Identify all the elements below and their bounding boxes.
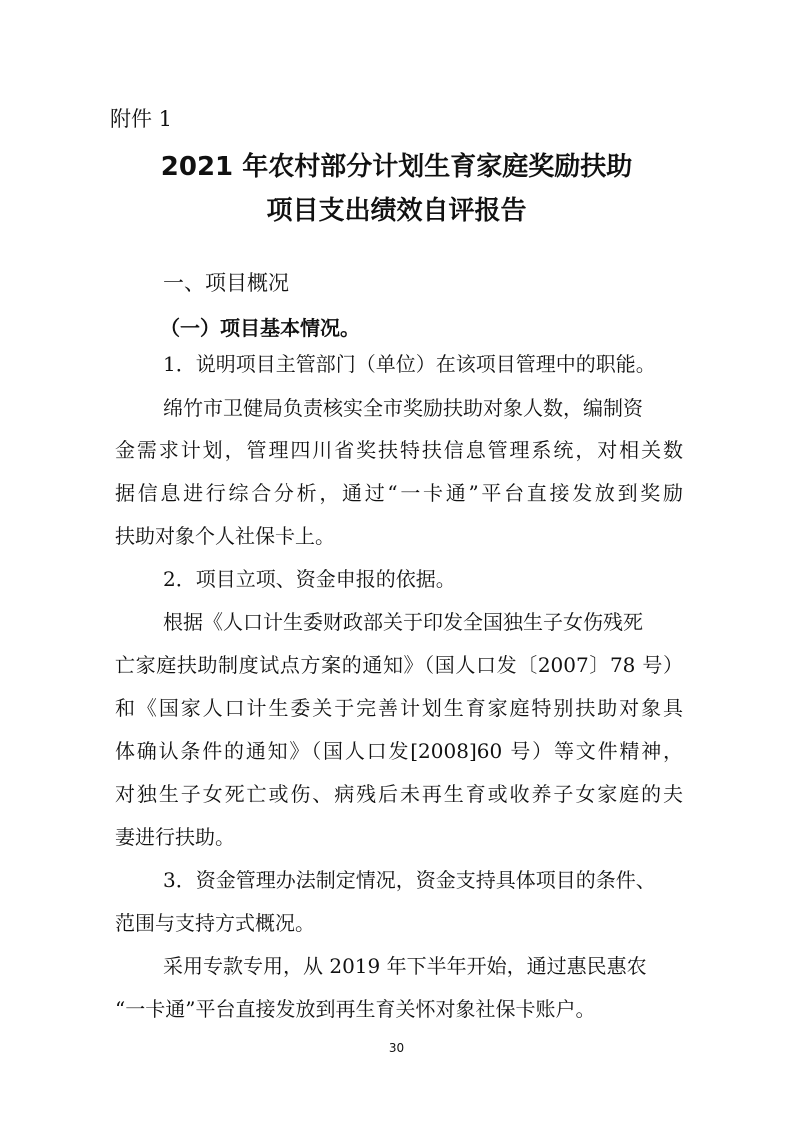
paragraph-2-line-4: 体确认条件的通知》（国人口发[2008]60 号）等文件精神， (115, 739, 683, 763)
paragraph-1-heading-line: 1．说明项目主管部门（单位）在该项目管理中的职能。 (163, 352, 656, 376)
paragraph-2-line-5: 对独生子女死亡或伤、病残后未再生育或收养子女家庭的夫 (115, 782, 683, 806)
paragraph-2-heading-line: 2．项目立项、资金申报的依据。 (163, 567, 456, 591)
paragraph-2-line-6: 妻进行扶助。 (115, 825, 235, 849)
paragraph-1-line-3: 据信息进行综合分析，通过“一卡通”平台直接发放到奖励 (115, 481, 683, 505)
paragraph-3-line-2: “一卡通”平台直接发放到再生育关怀对象社保卡账户。 (115, 997, 596, 1021)
paragraph-1-line-2: 金需求计划，管理四川省奖扶特扶信息管理系统，对相关数 (115, 438, 683, 462)
report-title-line-1: 2021 年农村部分计划生育家庭奖励扶助 (160, 152, 633, 182)
section-heading-overview: 一、项目概况 (163, 271, 289, 295)
report-title-line-2: 项目支出绩效自评报告 (266, 196, 527, 226)
subsection-heading-basic-info: （一）项目基本情况。 (160, 316, 360, 340)
paragraph-2-line-2: 亡家庭扶助制度试点方案的通知》（国人口发〔2007〕78 号） (115, 653, 683, 677)
paragraph-1-line-1: 绵竹市卫健局负责核实全市奖励扶助对象人数，编制资 (163, 396, 643, 420)
paragraph-2-line-1: 根据《人口计生委财政部关于印发全国独生子女伤残死 (163, 610, 643, 634)
paragraph-1-line-4: 扶助对象个人社保卡上。 (115, 524, 335, 548)
attachment-label: 附件 1 (110, 107, 173, 131)
paragraph-3-heading-continuation: 范围与支持方式概况。 (115, 911, 315, 935)
paragraph-3-line-1: 采用专款专用，从 2019 年下半年开始，通过惠民惠农 (163, 954, 647, 978)
paragraph-3-heading-line: 3．资金管理办法制定情况，资金支持具体项目的条件、 (163, 868, 656, 892)
page-number: 30 (388, 1041, 405, 1055)
paragraph-2-line-3: 和《国家人口计生委关于完善计划生育家庭特别扶助对象具 (115, 696, 683, 720)
